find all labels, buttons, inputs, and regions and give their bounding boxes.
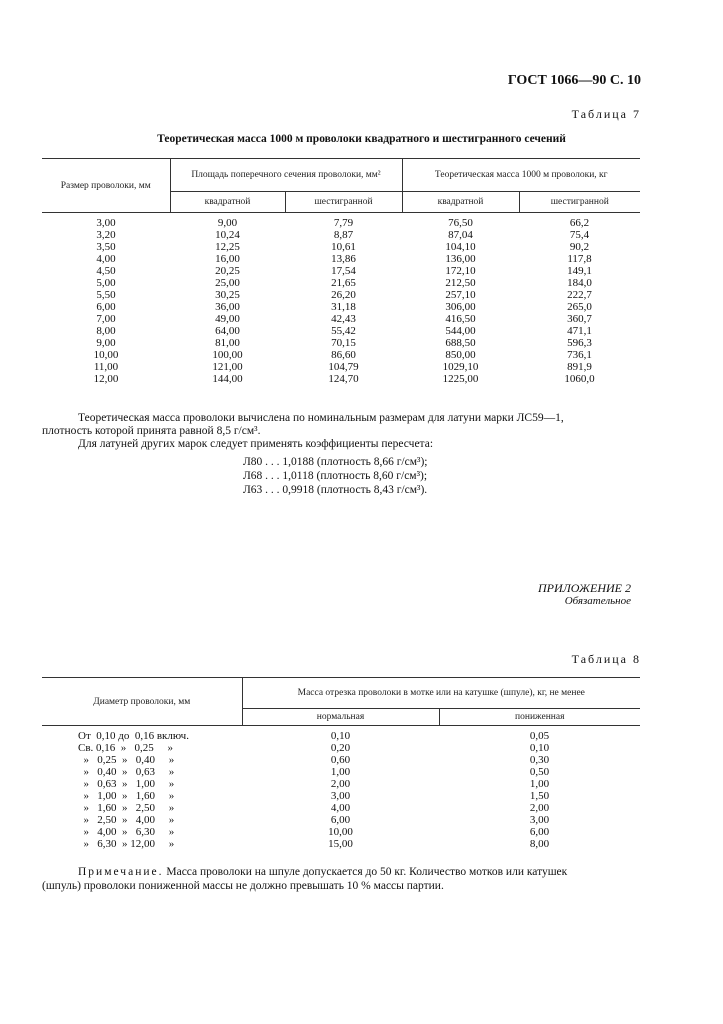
- table-cell: 5,50: [96, 289, 116, 301]
- table-cell: 0,10: [529, 742, 550, 754]
- table-cell: 17,54: [331, 265, 356, 277]
- diameter-range-cell: » 1,60 » 2,50 »: [78, 802, 175, 814]
- table-cell: 12,00: [93, 373, 119, 385]
- diameter-range-cell: » 1,00 » 1,60 »: [78, 790, 175, 802]
- table-cell: 149,1: [567, 265, 592, 277]
- subheader-reduced: пониженная: [515, 712, 565, 722]
- diameter-range-cell: » 6,30 » 12,00 »: [78, 838, 175, 850]
- table-cell: 10,24: [215, 229, 240, 241]
- note-text-2: Для латуней других марок следует применять коэффициенты пересчета:: [78, 438, 434, 450]
- subheader-normal: нормальная: [242, 709, 439, 726]
- subheader-hex-area: шестигранной: [285, 192, 402, 213]
- table-cell: 20,25: [215, 265, 240, 277]
- table-cell: 0,50: [529, 766, 550, 778]
- table-row: [42, 289, 640, 301]
- note-text-1b: плотность которой принята равной 8,5 г/см³.: [42, 425, 261, 437]
- diameter-range-cell: » 0,25 » 0,40 »: [78, 754, 175, 766]
- table-cell: 8,00: [96, 325, 116, 337]
- table-cell: 0,10: [330, 730, 351, 742]
- table-cell: 3,00: [529, 814, 550, 826]
- table-cell: 4,00: [330, 802, 351, 814]
- table-cell: 1,00: [330, 766, 351, 778]
- table-row: [42, 349, 640, 361]
- table-row: [42, 241, 640, 253]
- table-cell: 306,00: [445, 301, 476, 313]
- table-row: [42, 253, 640, 265]
- table-cell: 1029,10: [442, 361, 479, 373]
- table-cell: 90,2: [569, 241, 590, 253]
- col-header-diameter: Диаметр проволоки, мм: [42, 678, 242, 726]
- table-row: [42, 726, 640, 743]
- table-cell: 257,10: [445, 289, 476, 301]
- table-cell: 10,00: [328, 826, 353, 838]
- diameter-range-cell: От 0,10 до 0,16 включ.: [78, 730, 189, 742]
- table-cell: 21,65: [331, 277, 356, 289]
- table-cell: 55,42: [331, 325, 356, 337]
- table-cell: 10,61: [331, 241, 356, 253]
- table-cell: 81,00: [215, 337, 240, 349]
- table-row: [42, 790, 640, 802]
- table-cell: 8,87: [333, 229, 354, 241]
- subheader-hex-mass: шестигранной: [550, 197, 609, 207]
- table8: [42, 677, 640, 850]
- table-cell: 16,00: [215, 253, 240, 265]
- subheader-square-area: квадратной: [170, 192, 285, 213]
- table-cell: 13,86: [331, 253, 356, 265]
- table-cell: 70,15: [331, 337, 356, 349]
- table-row: [42, 802, 640, 814]
- table-cell: 2,00: [529, 802, 550, 814]
- table-cell: 3,20: [96, 229, 116, 241]
- table-cell: 0,30: [529, 754, 550, 766]
- table-cell: 66,2: [569, 217, 590, 229]
- table-cell: 26,20: [331, 289, 356, 301]
- table-cell: 212,50: [445, 277, 476, 289]
- table7: [42, 158, 640, 385]
- note-text-1a: Теоретическая масса проволоки вычислена по номинальным размерам для латуни марки ЛС59—1,: [78, 412, 564, 424]
- table-cell: 172,10: [445, 265, 476, 277]
- table8-label: Таблица 8: [571, 652, 641, 666]
- table-cell: 136,00: [445, 253, 476, 265]
- diameter-range-cell: » 0,63 » 1,00 »: [78, 778, 175, 790]
- table-cell: 7,79: [333, 217, 354, 229]
- col-header-area: Площадь поперечного сечения проволоки, мм²: [170, 159, 402, 192]
- table-cell: 6,00: [330, 814, 351, 826]
- table-row: [42, 754, 640, 766]
- table-cell: 1060,0: [564, 373, 595, 385]
- table-cell: 86,60: [331, 349, 356, 361]
- table-cell: 49,00: [215, 313, 240, 325]
- table7-caption: Теоретическая масса 1000 м проволоки квадратного и шестигранного сечений: [157, 133, 566, 145]
- table-cell: 11,00: [93, 361, 119, 373]
- table-cell: 64,00: [215, 325, 240, 337]
- table-row: [42, 373, 640, 385]
- table-cell: 265,0: [567, 301, 592, 313]
- table-cell: 3,50: [96, 241, 116, 253]
- diameter-range-cell: » 0,40 » 0,63 »: [78, 766, 175, 778]
- table-cell: 31,18: [331, 301, 356, 313]
- table-cell: 36,00: [215, 301, 240, 313]
- table-row: [42, 361, 640, 373]
- table-row: [42, 778, 640, 790]
- diameter-range-cell: Св. 0,16 » 0,25 »: [78, 742, 174, 754]
- table-row: [42, 277, 640, 289]
- table-cell: 144,00: [212, 373, 243, 385]
- table-cell: 100,00: [212, 349, 243, 361]
- table-row: [42, 826, 640, 838]
- table-row: [42, 814, 640, 826]
- table-cell: 124,70: [328, 373, 359, 385]
- col-header-mass: Теоретическая масса 1000 м проволоки, кг: [402, 159, 640, 192]
- table-cell: 87,04: [448, 229, 473, 241]
- table-cell: 891,9: [567, 361, 592, 373]
- table-row: [42, 265, 640, 277]
- table-cell: 42,43: [331, 313, 356, 325]
- table-row: [42, 325, 640, 337]
- table-cell: 222,7: [567, 289, 592, 301]
- table-cell: 0,05: [529, 730, 550, 742]
- table-row: [42, 337, 640, 349]
- table-cell: 121,00: [212, 361, 243, 373]
- coef-line-l63: Л63 . . . 0,9918 (плотность 8,43 г/см³).: [243, 484, 428, 496]
- note2-line-b: (шпуль) проволоки пониженной массы не должно превышать 10 % массы партии.: [42, 880, 444, 892]
- diameter-range-cell: » 2,50 » 4,00 »: [78, 814, 175, 826]
- table-cell: 360,7: [567, 313, 592, 325]
- note2-label: Примечание.: [78, 866, 164, 878]
- table-cell: 9,00: [217, 217, 238, 229]
- table-cell: 9,00: [96, 337, 116, 349]
- table-cell: 6,00: [529, 826, 550, 838]
- table-cell: 7,00: [96, 313, 116, 325]
- table-cell: 10,00: [93, 349, 119, 361]
- table-cell: 0,20: [330, 742, 351, 754]
- appendix-title: ПРИЛОЖЕНИЕ 2: [538, 581, 631, 595]
- diameter-range-cell: » 4,00 » 6,30 »: [78, 826, 175, 838]
- table-cell: 3,00: [96, 217, 116, 229]
- note2-line-a: [78, 866, 567, 879]
- table-row: [42, 229, 640, 241]
- note2-text-a: Масса проволоки на шпуле допускается до 50 кг. Количество мотков или катушек: [163, 866, 568, 878]
- table-row: [42, 766, 640, 778]
- table-cell: 1,50: [529, 790, 550, 802]
- table-cell: 104,10: [445, 241, 476, 253]
- appendix-subtitle: Обязательное: [564, 595, 631, 607]
- table-cell: 4,50: [96, 265, 116, 277]
- table-cell: 4,00: [96, 253, 116, 265]
- table-cell: 596,3: [567, 337, 592, 349]
- table-row: [42, 313, 640, 325]
- table-cell: 75,4: [569, 229, 590, 241]
- table-cell: 2,00: [330, 778, 351, 790]
- col-header-coil-mass: Масса отрезка проволоки в мотке или на катушке (шпуле), кг, не менее: [242, 678, 640, 709]
- table-cell: 12,25: [215, 241, 240, 253]
- table-cell: 6,00: [96, 301, 116, 313]
- table-cell: 850,00: [445, 349, 476, 361]
- table-cell: 3,00: [330, 790, 351, 802]
- table-cell: 184,0: [567, 277, 592, 289]
- table-row: [42, 213, 640, 230]
- table-cell: 5,00: [96, 277, 116, 289]
- table-cell: 117,8: [567, 253, 592, 265]
- table-row: [42, 301, 640, 313]
- col-header-size: Размер проволоки, мм: [42, 159, 170, 213]
- table-row: [42, 838, 640, 850]
- table-cell: 471,1: [567, 325, 592, 337]
- subheader-square-mass: квадратной: [402, 192, 519, 213]
- table-cell: 736,1: [567, 349, 592, 361]
- table7-label: Таблица 7: [571, 107, 641, 121]
- table-cell: 1225,00: [442, 373, 479, 385]
- table-cell: 76,50: [448, 217, 473, 229]
- coef-line-l68: Л68 . . . 1,0118 (плотность 8,60 г/см³);: [243, 470, 428, 482]
- table-cell: 0,60: [330, 754, 351, 766]
- coef-line-l80: Л80 . . . 1,0188 (плотность 8,66 г/см³);: [243, 456, 428, 468]
- table-cell: 1,00: [529, 778, 550, 790]
- table-cell: 416,50: [445, 313, 476, 325]
- table-cell: 8,00: [529, 838, 550, 850]
- table-cell: 15,00: [328, 838, 353, 850]
- table-cell: 30,25: [215, 289, 240, 301]
- table-row: [42, 742, 640, 754]
- table-cell: 688,50: [445, 337, 476, 349]
- table-cell: 544,00: [445, 325, 476, 337]
- page-header: ГОСТ 1066—90 С. 10: [507, 73, 641, 88]
- table-cell: 104,79: [328, 361, 359, 373]
- table-cell: 25,00: [215, 277, 240, 289]
